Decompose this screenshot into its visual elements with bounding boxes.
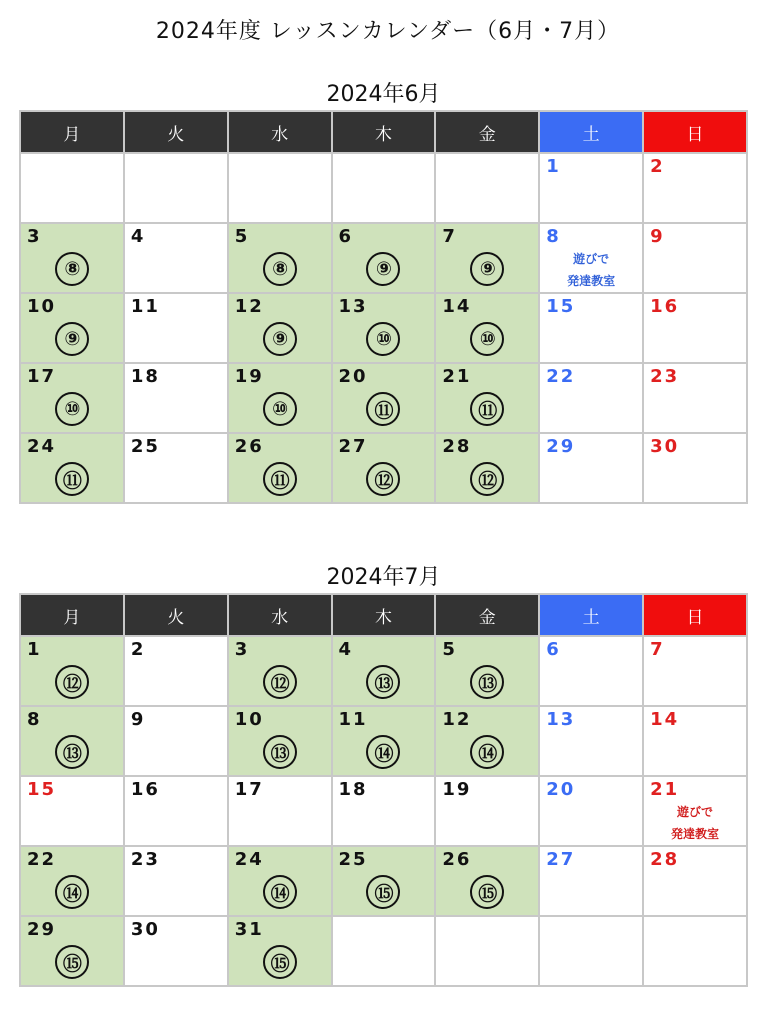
day-number: 6	[338, 226, 354, 247]
day-number: 11	[338, 709, 368, 730]
day-number: 3	[27, 226, 42, 247]
day-number: 23	[650, 366, 680, 387]
calendar-title: 2024年6月	[326, 82, 441, 107]
day-cell	[643, 776, 747, 846]
day-number: 27	[338, 436, 368, 457]
day-number: 10	[234, 709, 264, 730]
weekday-header: 水	[228, 594, 332, 636]
weekday-header: 火	[124, 594, 228, 636]
day-cell	[539, 223, 643, 293]
day-number: 23	[130, 849, 160, 870]
day-cell	[643, 846, 747, 916]
day-cell	[228, 153, 332, 223]
day-cell	[124, 153, 228, 223]
day-number: 29	[27, 919, 57, 940]
day-cell	[643, 153, 747, 223]
day-cell	[539, 706, 643, 776]
lesson-number: ⑮	[55, 945, 89, 979]
lesson-number: ⑭	[470, 735, 504, 769]
day-cell	[435, 706, 539, 776]
day-number: 7	[650, 639, 665, 660]
day-number: 15	[546, 296, 576, 317]
day-cell	[332, 153, 436, 223]
day-cell	[539, 363, 643, 433]
day-number: 25	[338, 849, 368, 870]
weekday-header: 金	[435, 594, 539, 636]
day-number: 9	[650, 226, 665, 247]
day-number: 3	[234, 639, 250, 660]
day-cell	[332, 433, 436, 503]
day-cell	[20, 706, 124, 776]
day-cell	[435, 293, 539, 363]
day-number: 5	[234, 226, 250, 247]
lesson-number: ⑮	[470, 875, 504, 909]
day-cell	[435, 916, 539, 986]
calendar-june	[19, 80, 748, 504]
week-row	[20, 706, 747, 776]
day-cell	[332, 223, 436, 293]
day-cell	[20, 153, 124, 223]
day-number: 14	[442, 296, 472, 317]
day-number: 22	[27, 849, 57, 870]
day-number: 20	[546, 779, 576, 800]
day-cell	[20, 363, 124, 433]
day-number: 27	[546, 849, 576, 870]
week-row	[20, 433, 747, 503]
calendar-grid	[19, 110, 748, 504]
event-label-line: 発達教室	[671, 827, 720, 841]
day-number: 17	[27, 366, 57, 387]
week-row	[20, 363, 747, 433]
day-number: 18	[130, 366, 160, 387]
day-cell	[228, 223, 332, 293]
day-cell	[435, 433, 539, 503]
lesson-number: ⑨	[55, 322, 89, 356]
lesson-number: ⑨	[366, 252, 400, 286]
lesson-number: ⑩	[366, 322, 400, 356]
lesson-number: ⑫	[366, 462, 400, 496]
day-cell	[435, 223, 539, 293]
day-cell	[332, 706, 436, 776]
weekday-header: 木	[332, 111, 436, 153]
day-number: 30	[130, 919, 160, 940]
day-cell	[124, 706, 228, 776]
lesson-number: ⑫	[55, 665, 89, 699]
lesson-number: ⑭	[55, 875, 89, 909]
event-label	[644, 801, 746, 845]
weekday-header: 月	[20, 594, 124, 636]
day-cell	[228, 363, 332, 433]
day-cell	[124, 846, 228, 916]
day-cell	[435, 636, 539, 706]
day-cell	[435, 846, 539, 916]
lesson-number: ⑭	[263, 875, 297, 909]
day-number: 22	[546, 366, 576, 387]
lesson-number: ⑪	[470, 392, 504, 426]
day-cell	[124, 223, 228, 293]
day-cell	[124, 433, 228, 503]
day-number: 9	[130, 709, 146, 730]
event-label-line: 発達教室	[567, 274, 616, 288]
day-number: 2	[650, 156, 665, 177]
day-number: 14	[650, 709, 680, 730]
day-cell	[643, 293, 747, 363]
day-number: 25	[130, 436, 160, 457]
day-cell	[20, 223, 124, 293]
lesson-number: ⑫	[263, 665, 297, 699]
day-number: 7	[442, 226, 457, 247]
calendar-title: 2024年7月	[326, 565, 441, 590]
lesson-number: ⑧	[55, 252, 89, 286]
day-cell	[643, 636, 747, 706]
lesson-number: ⑬	[55, 735, 89, 769]
day-number: 31	[234, 919, 264, 940]
day-number: 19	[442, 779, 472, 800]
day-cell	[643, 433, 747, 503]
day-number: 6	[546, 639, 561, 660]
day-cell	[20, 433, 124, 503]
weekday-header: 月	[20, 111, 124, 153]
weekday-header: 土	[539, 594, 643, 636]
day-number: 8	[546, 226, 561, 247]
day-cell	[124, 776, 228, 846]
day-number: 24	[27, 436, 57, 457]
weekday-header: 金	[435, 111, 539, 153]
lesson-number: ⑬	[366, 665, 400, 699]
weekday-header: 日	[643, 111, 747, 153]
week-row	[20, 293, 747, 363]
day-number: 4	[130, 226, 146, 247]
week-row	[20, 153, 747, 223]
day-number: 28	[442, 436, 472, 457]
day-number: 5	[442, 639, 457, 660]
day-number: 21	[650, 779, 680, 800]
lesson-number: ⑩	[55, 392, 89, 426]
day-number: 4	[338, 639, 354, 660]
day-cell	[643, 223, 747, 293]
day-cell	[228, 293, 332, 363]
lesson-number: ⑬	[470, 665, 504, 699]
lesson-number: ⑮	[366, 875, 400, 909]
day-cell	[539, 433, 643, 503]
day-cell	[20, 636, 124, 706]
lesson-number: ⑩	[263, 392, 297, 426]
calendar-july	[19, 563, 748, 987]
lesson-number: ⑪	[263, 462, 297, 496]
day-cell	[332, 293, 436, 363]
weekday-header: 水	[228, 111, 332, 153]
day-cell	[539, 916, 643, 986]
day-cell	[539, 636, 643, 706]
day-cell	[643, 916, 747, 986]
day-number: 29	[546, 436, 576, 457]
day-cell	[435, 776, 539, 846]
day-number: 30	[650, 436, 680, 457]
weekday-header-row	[20, 594, 747, 636]
day-number: 16	[130, 779, 160, 800]
weekday-header: 火	[124, 111, 228, 153]
day-number: 11	[130, 296, 160, 317]
day-cell	[332, 916, 436, 986]
lesson-number: ⑬	[263, 735, 297, 769]
event-label	[540, 248, 642, 292]
day-cell	[332, 636, 436, 706]
day-cell	[20, 916, 124, 986]
day-cell	[124, 293, 228, 363]
lesson-number: ⑧	[263, 252, 297, 286]
lesson-number: ⑨	[263, 322, 297, 356]
day-number: 1	[27, 639, 42, 660]
day-cell	[643, 363, 747, 433]
day-cell	[332, 363, 436, 433]
day-number: 17	[234, 779, 264, 800]
day-number: 15	[27, 779, 57, 800]
day-number: 10	[27, 296, 57, 317]
day-number: 19	[234, 366, 264, 387]
day-number: 13	[546, 709, 576, 730]
day-cell	[435, 153, 539, 223]
event-label-line: 遊びで	[677, 805, 714, 819]
lesson-number: ⑮	[263, 945, 297, 979]
week-row	[20, 223, 747, 293]
day-cell	[124, 916, 228, 986]
day-cell	[228, 776, 332, 846]
day-cell	[124, 363, 228, 433]
week-row	[20, 776, 747, 846]
lesson-number: ⑪	[55, 462, 89, 496]
day-number: 12	[442, 709, 472, 730]
lesson-number: ⑫	[470, 462, 504, 496]
day-cell	[643, 706, 747, 776]
day-cell	[228, 916, 332, 986]
day-cell	[228, 636, 332, 706]
day-cell	[228, 706, 332, 776]
day-cell	[20, 846, 124, 916]
lesson-number: ⑭	[366, 735, 400, 769]
lesson-number: ⑪	[366, 392, 400, 426]
weekday-header-row	[20, 111, 747, 153]
lesson-number: ⑨	[470, 252, 504, 286]
day-cell	[124, 636, 228, 706]
day-cell	[332, 776, 436, 846]
day-number: 24	[234, 849, 264, 870]
day-cell	[435, 363, 539, 433]
week-row	[20, 916, 747, 986]
weekday-header: 木	[332, 594, 436, 636]
day-cell	[20, 776, 124, 846]
event-label-line: 遊びで	[573, 252, 610, 266]
day-number: 28	[650, 849, 680, 870]
day-number: 16	[650, 296, 680, 317]
day-number: 21	[442, 366, 472, 387]
day-cell	[20, 293, 124, 363]
day-cell	[228, 433, 332, 503]
weekday-header: 土	[539, 111, 643, 153]
day-number: 26	[234, 436, 264, 457]
day-cell	[332, 846, 436, 916]
week-row	[20, 846, 747, 916]
weekday-header: 日	[643, 594, 747, 636]
day-number: 13	[338, 296, 368, 317]
page-title: 2024年度 レッスンカレンダー（6月・7月）	[155, 19, 621, 44]
day-cell	[539, 293, 643, 363]
day-cell	[539, 776, 643, 846]
day-number: 26	[442, 849, 472, 870]
calendar-grid	[19, 593, 748, 987]
day-cell	[539, 153, 643, 223]
day-number: 20	[338, 366, 368, 387]
day-number: 8	[27, 709, 42, 730]
day-number: 12	[234, 296, 264, 317]
day-cell	[228, 846, 332, 916]
day-cell	[539, 846, 643, 916]
day-number: 2	[130, 639, 146, 660]
day-number: 18	[338, 779, 368, 800]
day-number: 1	[546, 156, 561, 177]
lesson-number: ⑩	[470, 322, 504, 356]
week-row	[20, 636, 747, 706]
